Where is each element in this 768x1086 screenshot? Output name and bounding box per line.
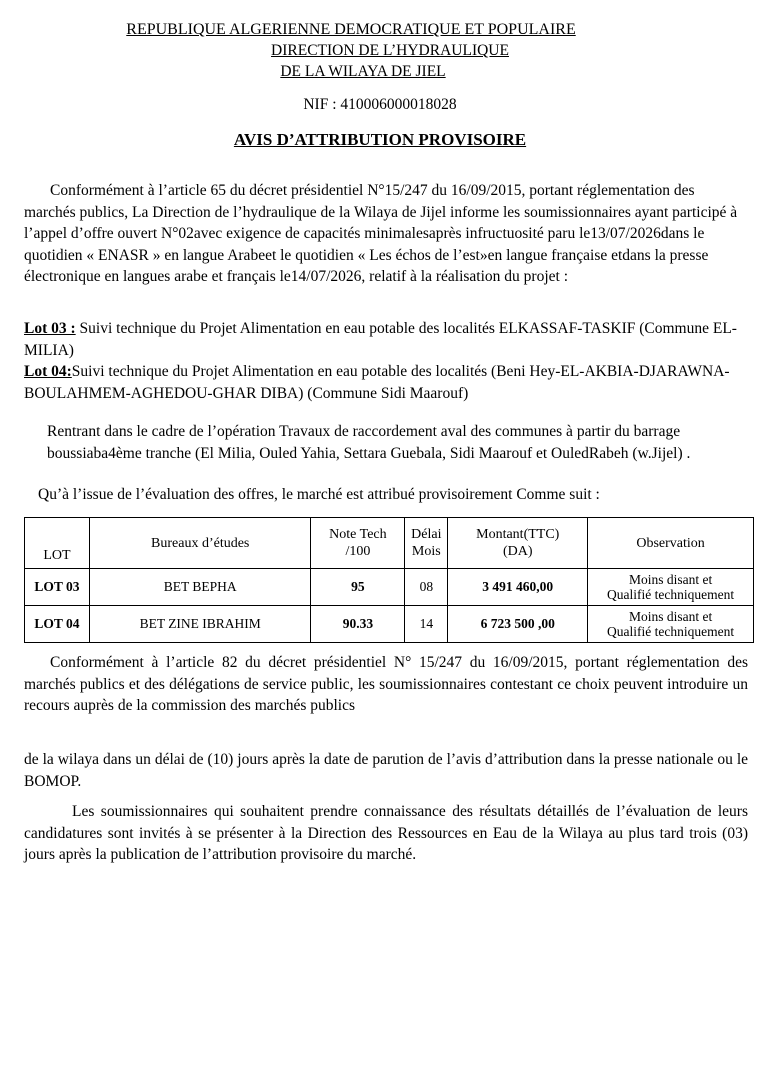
delai-header-line2: Mois bbox=[411, 544, 441, 559]
cell-delai: 14 bbox=[405, 606, 448, 643]
montant-header-line1: Montant(TTC) bbox=[476, 527, 560, 542]
col-header-montant bbox=[448, 518, 588, 569]
col-header-observation: Observation bbox=[588, 518, 754, 569]
lot-description: Suivi technique du Projet Alimentation en eau potable des localités (Beni Hey-EL-AKBIA-DJARAWNA-BOULAHMEM-AGHEDOU-GHAR DIBA) (Commune Sidi Maarouf) bbox=[24, 363, 730, 402]
col-header-delai bbox=[405, 518, 448, 569]
cell-delai: 08 bbox=[405, 569, 448, 606]
col-header-lot: LOT bbox=[25, 518, 90, 569]
intro-paragraph: Conformément à l’article 65 du décret présidentiel N°15/247 du 16/09/2015, portant réglementation des marchés publics, La Direction de l’hydraulique de la Wilaya de Jijel informe les soumissionnaires ayant participé à l’appel d’offre ouvert N°02avec exigence de capacités minimalesaprès infructuosité paru le13/07/2026dans le quotidien « ENASR » en langue Arabeet le quotidien « Les échos de l’est»en langue française etdans la presse électronique en langues arabe et français le14/07/2026, relatif à la réalisation du projet : bbox=[24, 182, 738, 285]
col-header-note bbox=[311, 518, 405, 569]
montant-header-line2: (DA) bbox=[502, 544, 533, 559]
recours-paragraph: Conformément à l’article 82 du décret présidentiel N° 15/247 du 16/09/2015, portant réglementation des marchés publics et des délégations de service public, les soumissionnaires contestant ce choix peuvent introduire un recours auprès de la commission des marchés publics bbox=[24, 654, 748, 714]
col-header-bureau: Bureaux d’études bbox=[89, 518, 311, 569]
header-wilaya: DE LA WILAYA DE JIEL bbox=[280, 63, 446, 80]
cell-bureau: BET ZINE IBRAHIM bbox=[89, 606, 311, 643]
cell-note: 90.33 bbox=[311, 606, 405, 643]
lots-list bbox=[24, 318, 748, 404]
lot-description: Suivi technique du Projet Alimentation en eau potable des localités ELKASSAF-TASKIF (Commune EL-MILIA) bbox=[24, 320, 737, 359]
operation-paragraph: Rentrant dans le cadre de l’opération Travaux de raccordement aval des communes à partir du barrage boussiaba4ème tranche (El Milia, Ouled Yahia, Settara Guebala, Sidi Maarouf et OuledRabeh (w.Jijel) . bbox=[47, 423, 691, 462]
observation-line2: Qualifié techniquement bbox=[607, 587, 735, 602]
delai-paragraph: de la wilaya dans un délai de (10) jours après la date de parution de l’avis d’attribution dans la presse nationale ou le BOMOP. bbox=[24, 751, 748, 790]
observation-line1: Moins disant et bbox=[628, 608, 713, 624]
table-header-row bbox=[25, 518, 754, 569]
delai-header-line1: Délai bbox=[411, 527, 442, 542]
note-header-line2: /100 bbox=[345, 544, 371, 559]
lot-label: Lot 04: bbox=[24, 363, 72, 380]
nif-number: NIF : 410006000018028 bbox=[303, 96, 457, 113]
document-title: AVIS D’ATTRIBUTION PROVISOIRE bbox=[233, 130, 527, 149]
cell-lot: LOT 03 bbox=[25, 569, 90, 606]
cell-montant: 3 491 460,00 bbox=[448, 569, 588, 606]
cell-observation bbox=[588, 606, 754, 643]
note-header-line1: Note Tech bbox=[329, 527, 387, 542]
cell-lot: LOT 04 bbox=[25, 606, 90, 643]
lot-item bbox=[24, 318, 748, 361]
attribution-intro: Qu’à l’issue de l’évaluation des offres, le marché est attribué provisoirement Comme suit : bbox=[38, 486, 600, 503]
resultats-paragraph: Les soumissionnaires qui souhaitent prendre connaissance des résultats détaillés de l’évaluation de leurs candidatures sont invités à se présenter à la Direction des Ressources en Eau de la Wilaya au plus tard trois (03) jours après la publication de l’attribution provisoire du marché. bbox=[24, 803, 748, 863]
cell-note: 95 bbox=[311, 569, 405, 606]
cell-montant: 6 723 500 ,00 bbox=[448, 606, 588, 643]
lot-label: Lot 03 : bbox=[24, 320, 76, 337]
table-row bbox=[25, 606, 754, 643]
table-row bbox=[25, 569, 754, 606]
lot-item bbox=[24, 361, 748, 404]
cell-bureau: BET BEPHA bbox=[89, 569, 311, 606]
observation-line1: Moins disant et bbox=[628, 571, 713, 587]
observation-line2: Qualifié techniquement bbox=[607, 624, 735, 639]
header-republique: REPUBLIQUE ALGERIENNE DEMOCRATIQUE ET POPULAIRE bbox=[126, 21, 576, 38]
header-direction: DIRECTION DE L’HYDRAULIQUE bbox=[271, 42, 509, 59]
cell-observation bbox=[588, 569, 754, 606]
attribution-table bbox=[24, 517, 754, 643]
